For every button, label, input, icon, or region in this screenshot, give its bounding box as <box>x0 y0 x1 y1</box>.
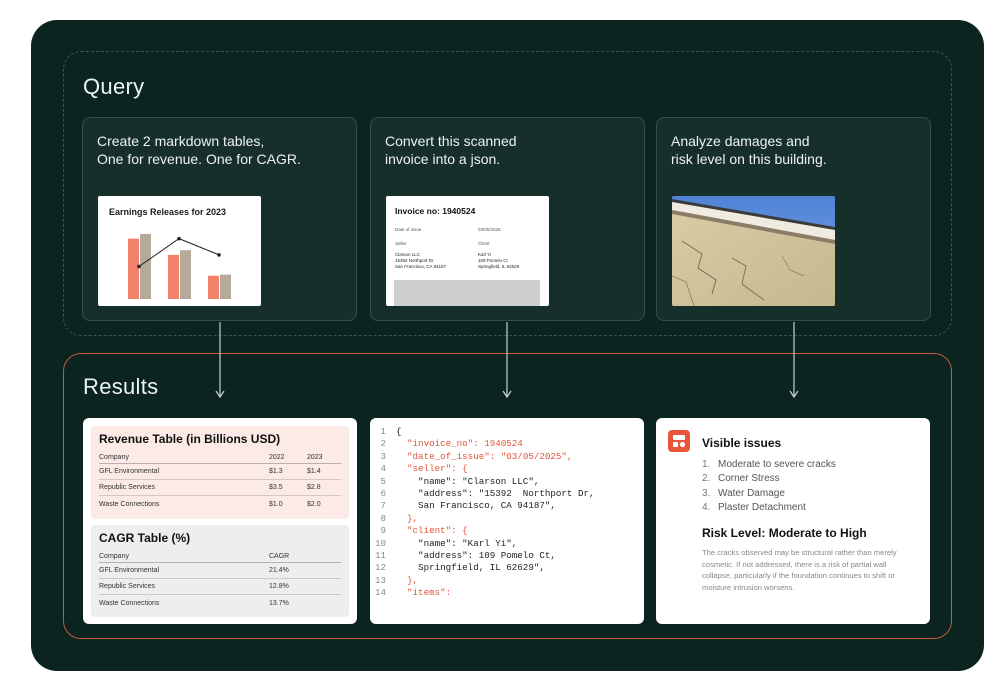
item-text: Moderate to severe cracks <box>718 459 836 470</box>
line-number: 12 <box>374 562 386 574</box>
table-cell: Republic Services <box>99 583 156 590</box>
code-text: "name": "Clarson LLC", <box>396 475 540 487</box>
item-number: 3. <box>702 487 711 499</box>
table-row <box>99 496 341 512</box>
code-text <box>396 587 407 599</box>
arrow-down-icon <box>501 322 513 400</box>
header-cell: Company <box>99 553 129 560</box>
earnings-chart-thumbnail <box>98 196 261 306</box>
table-cell: $1.3 <box>269 468 283 475</box>
code-line <box>370 550 644 562</box>
header-cell: 2023 <box>307 454 323 461</box>
code-key: }, <box>407 574 419 586</box>
code-line <box>370 500 644 512</box>
risk-description: The cracks observed may be structural rather than merely cosmetic. If not addressed, there is a risk of partial wall collapse, particularly if the foundation continues to shift or moisture intrusion worsens. <box>702 548 897 593</box>
query-card-building <box>656 117 931 321</box>
diagram-canvas <box>31 20 984 671</box>
table-cell: 21.4% <box>269 567 289 574</box>
code-line <box>370 575 644 587</box>
code-key: "client": { <box>407 525 468 537</box>
line-number: 9 <box>380 525 386 537</box>
list-item <box>702 458 836 472</box>
item-number: 1. <box>702 459 711 470</box>
arrow-down-icon <box>788 322 800 400</box>
code-text <box>396 438 407 450</box>
chart-bar <box>220 275 231 299</box>
code-key: "items": <box>407 587 452 599</box>
table-row <box>99 464 341 480</box>
line-number: 3 <box>380 450 386 462</box>
line-number: 11 <box>374 549 386 561</box>
result-card-issues <box>656 418 930 624</box>
table-row <box>99 595 341 611</box>
table-header-row <box>99 452 341 464</box>
list-item <box>702 472 836 486</box>
query-card-invoice <box>370 117 645 321</box>
report-icon <box>668 430 690 452</box>
code-key: }, <box>407 512 419 524</box>
chart-point <box>177 237 181 241</box>
code-text <box>396 513 407 525</box>
code-text <box>396 451 407 463</box>
invoice-title: Invoice no: 1940524 <box>395 206 476 216</box>
line-number: 14 <box>374 587 386 599</box>
chart-bar <box>140 234 151 299</box>
code-line <box>370 463 644 475</box>
risk-heading: Risk Level: Moderate to High <box>702 526 867 540</box>
table-row <box>99 480 341 496</box>
invoice-seller-label: Seller <box>395 241 407 246</box>
revenue-table <box>91 426 349 519</box>
json-code-block <box>370 426 644 599</box>
code-line <box>370 562 644 574</box>
code-text: "address": 109 Pomelo Ct, <box>396 549 556 561</box>
table-cell: GFL Environmental <box>99 468 160 475</box>
chart-bar <box>180 250 191 299</box>
table-cell: Waste Connections <box>99 500 160 508</box>
code-key: "seller": { <box>407 463 468 475</box>
list-item <box>702 487 836 501</box>
code-line <box>370 451 644 463</box>
code-text <box>396 525 407 537</box>
building-photo-thumbnail <box>672 196 835 306</box>
table-header-row <box>99 551 341 563</box>
code-text <box>396 575 407 587</box>
table-cell: Waste Connections <box>99 599 160 607</box>
code-text: "name": "Karl Yi", <box>396 537 518 549</box>
code-line <box>370 513 644 525</box>
header-cell: CAGR <box>269 553 290 560</box>
code-line <box>370 488 644 500</box>
line-number: 10 <box>374 537 386 549</box>
cagr-table <box>91 525 349 617</box>
table-cell: 12.8% <box>269 583 289 590</box>
line-number: 4 <box>380 463 386 475</box>
code-line <box>370 438 644 450</box>
code-text: "address": "15392 Northport Dr, <box>396 487 595 499</box>
table-cell: Republic Services <box>99 484 156 491</box>
header-cell: 2022 <box>269 454 285 461</box>
cagr-table-title: CAGR Table (%) <box>99 531 191 545</box>
item-text: Corner Stress <box>718 473 780 485</box>
code-text: Springfield, IL 62629", <box>396 562 545 574</box>
query-text-tables: Create 2 markdown tables, One for revenue. One for CAGR. <box>97 133 301 167</box>
code-text: San Francisco, CA 94187", <box>396 500 556 512</box>
results-title: Results <box>83 374 159 399</box>
table-cell: $1.0 <box>269 500 283 508</box>
chart-point <box>137 265 141 269</box>
issues-list <box>702 458 836 515</box>
invoice-gray-block <box>394 280 540 306</box>
line-number: 13 <box>374 574 386 586</box>
list-item <box>702 501 836 515</box>
chart-bar <box>208 276 219 299</box>
query-text-building: Analyze damages and risk level on this building. <box>671 133 827 167</box>
table-cell: GFL Environmental <box>99 567 160 574</box>
item-text: Water Damage <box>718 487 785 499</box>
issues-heading: Visible issues <box>702 436 782 450</box>
mini-bar-chart <box>98 196 261 306</box>
result-card-tables <box>83 418 357 624</box>
chart-point <box>217 253 221 257</box>
code-line <box>370 476 644 488</box>
chart-bar <box>128 239 139 299</box>
code-text: { <box>396 426 402 437</box>
table-row <box>99 579 341 595</box>
earnings-chart-title: Earnings Releases for 2023 <box>109 207 227 217</box>
code-line <box>370 538 644 550</box>
invoice-client-lines: Karl Yi 109 Pomelo Ct Springfield, IL 62629 <box>478 252 520 269</box>
code-line <box>370 426 644 438</box>
line-number: 5 <box>380 475 386 487</box>
building-photo <box>672 196 835 306</box>
code-key: "date_of_issue": "03/05/2025", <box>407 450 573 462</box>
code-key: "invoice_no": 1940524 <box>407 438 523 450</box>
table-cell: $2.8 <box>307 484 321 491</box>
invoice-thumbnail <box>386 196 549 306</box>
line-number: 6 <box>380 487 386 499</box>
code-line <box>370 587 644 599</box>
query-title: Query <box>83 74 145 99</box>
table-cell: $3.5 <box>269 484 283 491</box>
result-card-json <box>370 418 644 624</box>
code-line <box>370 525 644 537</box>
query-text-invoice: Convert this scanned invoice into a json. <box>385 133 517 167</box>
chart-bar <box>168 255 179 299</box>
item-text: Plaster Detachment <box>718 501 806 513</box>
arrow-down-icon <box>214 322 226 400</box>
table-row <box>99 563 341 579</box>
code-text <box>396 463 407 475</box>
invoice-date-label: Date of issue <box>395 227 422 232</box>
table-cell: 13.7% <box>269 599 289 607</box>
item-number: 4. <box>702 501 711 513</box>
item-number: 2. <box>702 473 711 485</box>
invoice-client-label: Client <box>478 241 490 246</box>
line-number: 1 <box>380 426 386 437</box>
invoice-date: 03/05/2025 <box>478 227 501 232</box>
line-number: 8 <box>380 512 386 524</box>
invoice-seller-lines: Clarson LLC 15392 Northport Dr San Francisco, CA 94187 <box>395 252 447 269</box>
query-card-tables <box>82 117 357 321</box>
line-number: 7 <box>380 500 386 512</box>
line-number: 2 <box>380 438 386 450</box>
header-cell: Company <box>99 454 129 461</box>
table-cell: $1.4 <box>307 468 321 475</box>
table-cell: $2.0 <box>307 500 321 508</box>
revenue-table-title: Revenue Table (in Billions USD) <box>99 432 281 446</box>
